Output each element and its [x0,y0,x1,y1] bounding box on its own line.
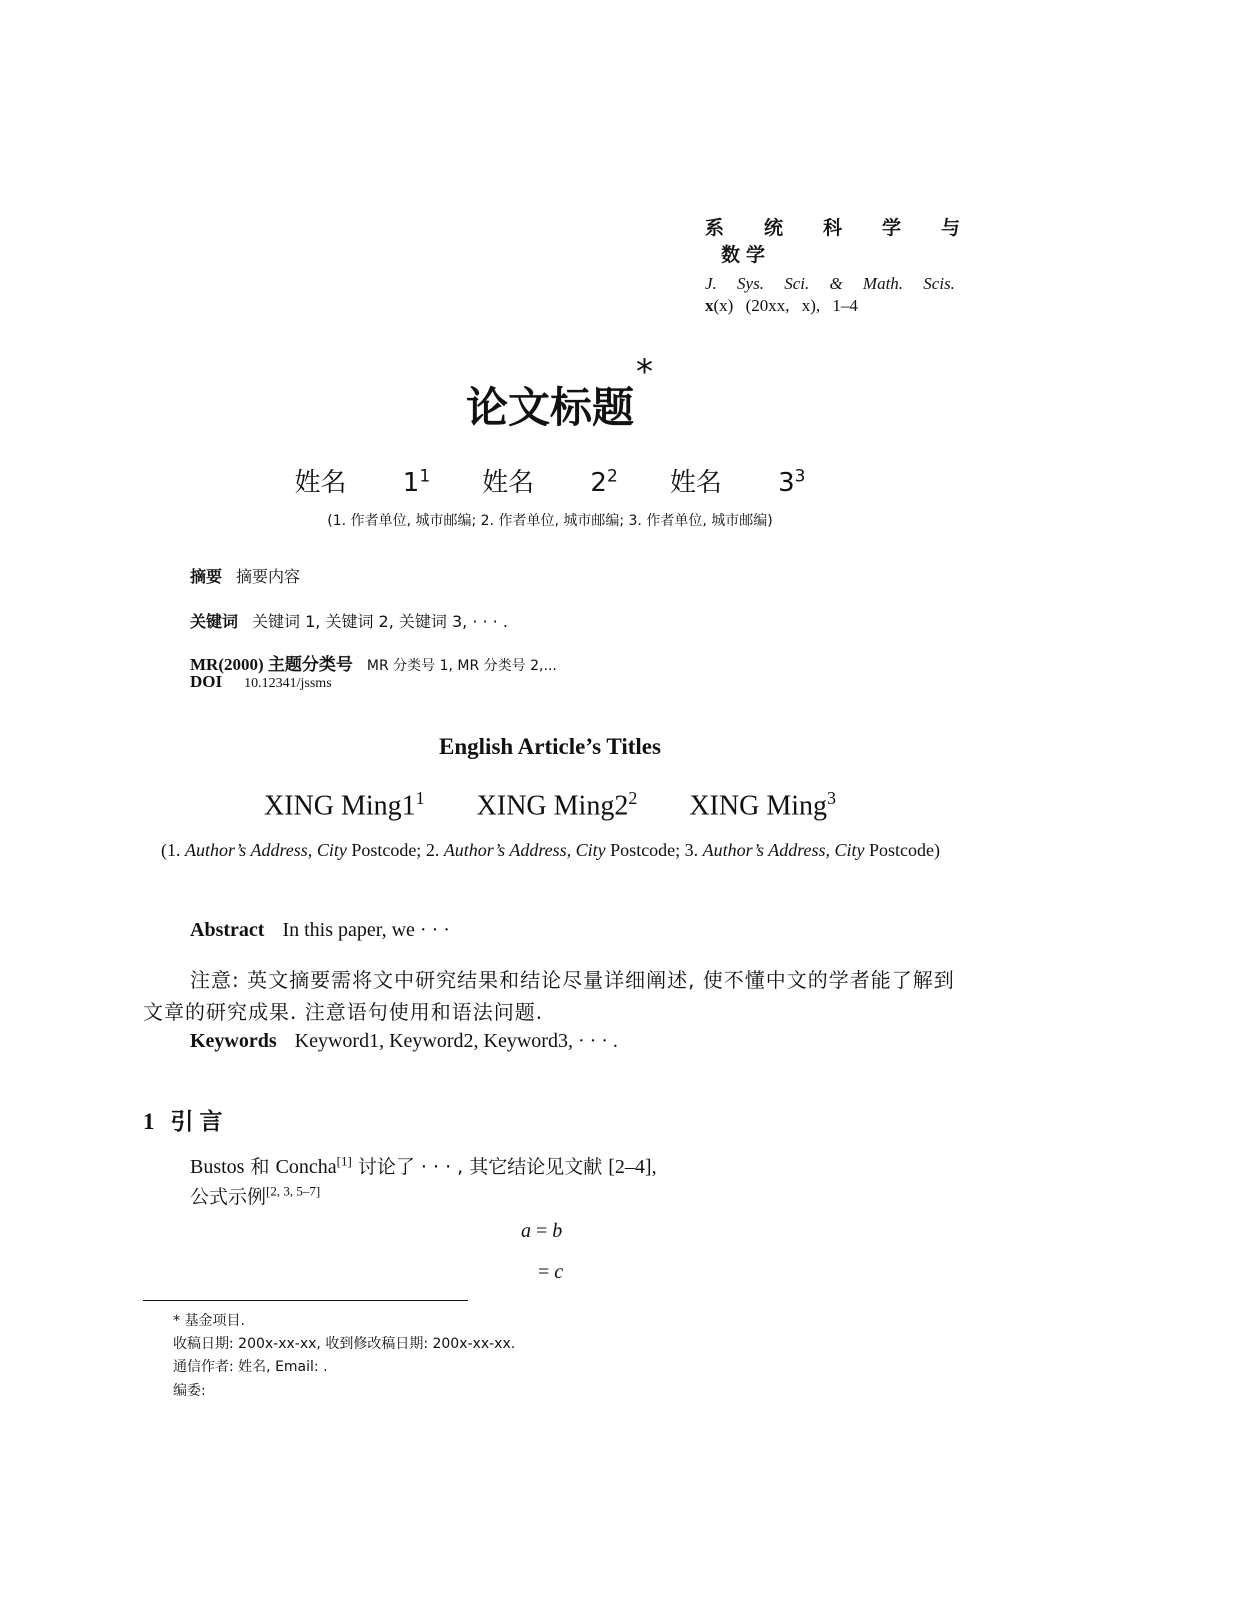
affil-open: (1. [160,840,181,860]
eq-symbol: c [554,1261,564,1283]
footnote: * 基金项目. [173,1313,245,1329]
page-range: 1–4 [832,296,858,315]
citation: [2–4], [608,1156,657,1178]
affil-city: City [575,840,606,860]
affil-address: Author’s Address, [443,840,572,860]
affiliation-cn: (1. 作者单位, 城市邮编; 2. 作者单位, 城市邮编; 3. 作者单位, 城市邮编) [327,513,773,529]
journal-name-cn [705,215,960,269]
section-title: 引言 [170,1109,229,1135]
author-affil-sup: 2 [606,466,618,487]
author-affil-sup: 1 [419,466,431,487]
abstract-cn-text: 摘要内容 [236,567,301,586]
abstract-cn [190,564,300,587]
journal-en-part: Sys. [737,274,764,293]
paper-title-en: English Article’s Titles [439,734,661,759]
affil-postcode: Postcode; [351,840,422,860]
author-affil-sup: 1 [415,788,425,808]
author-affil-sup: 3 [794,466,806,487]
volume-number: x [705,296,714,315]
journal-name-en [705,274,955,294]
journal-char: 科 [822,217,842,239]
section-number: 1 [143,1109,161,1134]
journal-volume-info [705,296,858,316]
citation: [2, 3, 5–7] [266,1183,321,1199]
journal-name-cn-row2: 数学 [721,244,772,266]
year-issue: (20xx, x), [745,296,821,315]
keywords-cn-text: 关键词 1, 关键词 2, 关键词 3, · · · . [252,612,508,631]
affil-num: 2. [425,840,440,860]
doi [190,672,332,692]
affil-postcode: Postcode; [610,840,681,860]
mr-label: MR(2000) 主题分类号 [190,655,353,674]
author-name-en: XING Ming2 [476,790,629,822]
affiliation-en [143,836,958,864]
body-text: Concha [275,1156,337,1178]
doi-label: DOI [190,672,223,691]
journal-en-part: J. [705,274,717,293]
abstract-en-text: In this paper, we · · · [282,919,450,941]
abstract-cn-label: 摘要 [190,567,223,586]
affil-city: City [834,840,865,860]
author-name: 姓名 1 [294,468,420,498]
body-text: 和 [244,1156,276,1178]
footnote: 通信作者: 姓名, Email: . [173,1359,328,1375]
keywords-en-label: Keywords [190,1030,277,1052]
eq-symbol: a [521,1220,531,1242]
journal-char: 学 [881,217,901,239]
affil-address: Author’s Address, [184,840,313,860]
author-name: 姓名 2 [482,468,607,498]
author-name-en: XING Ming [689,790,827,822]
equation-line-1 [521,1220,562,1243]
affil-address: Author’s Address, [702,840,831,860]
eq-relation: = [531,1220,553,1242]
citation: [1] [336,1153,352,1169]
keywords-en [190,1030,618,1053]
keywords-cn [190,609,508,632]
title-footnote-mark: * [636,352,653,392]
journal-char: 统 [763,217,783,239]
footnote: 收稿日期: 200x-xx-xx, 收到修改稿日期: 200x-xx-xx. [173,1336,516,1352]
affil-postcode: Postcode) [869,840,941,860]
keywords-en-text: Keyword1, Keyword2, Keyword3, · · · . [294,1030,618,1052]
authors-cn [0,462,1100,499]
abstract-note-cn: 注意: 英文摘要需将文中研究结果和结论尽量详细阐述, 使不懂中文的学者能了解到文章的研究成果. 注意语句使用和语法问题. [143,968,955,1024]
journal-name-cn-row1 [705,215,960,242]
paper-title: 论文标题 [465,383,634,432]
body-line [190,1152,657,1179]
body-text: 公式示例 [190,1186,267,1208]
equation-line-2 [538,1261,563,1284]
author-affil-sup: 3 [827,788,836,808]
section-heading [143,1103,229,1136]
body-line [190,1182,320,1209]
doi-text: 10.12341/jssms [244,676,332,691]
abstract-en [190,919,450,942]
journal-char: 系 [705,217,725,239]
authors-en [0,788,1100,822]
journal-en-part: Math. [862,274,904,293]
body-text: 讨论了 · · · , 其它结论见文献 [351,1156,609,1178]
mr-text: MR 分类号 1, MR 分类号 2,... [366,658,557,674]
author-affil-sup: 2 [628,788,638,808]
abstract-en-label: Abstract [190,919,265,941]
affil-num: 3. [684,840,699,860]
body-text: Bustos [190,1156,245,1178]
affil-city: City [316,840,347,860]
keywords-cn-label: 关键词 [190,612,239,631]
footnote-rule [143,1300,468,1301]
eq-relation: = [538,1261,555,1283]
journal-en-part: & [829,274,843,293]
eq-symbol: b [552,1220,563,1242]
author-name-en: XING Ming1 [263,790,416,822]
journal-en-part: Scis. [923,274,955,293]
journal-en-part: Sci. [784,274,810,293]
issue-number: (x) [713,296,734,315]
author-name: 姓名 3 [669,468,795,498]
journal-char: 与 [940,217,960,239]
footnote: 编委: [173,1383,206,1399]
